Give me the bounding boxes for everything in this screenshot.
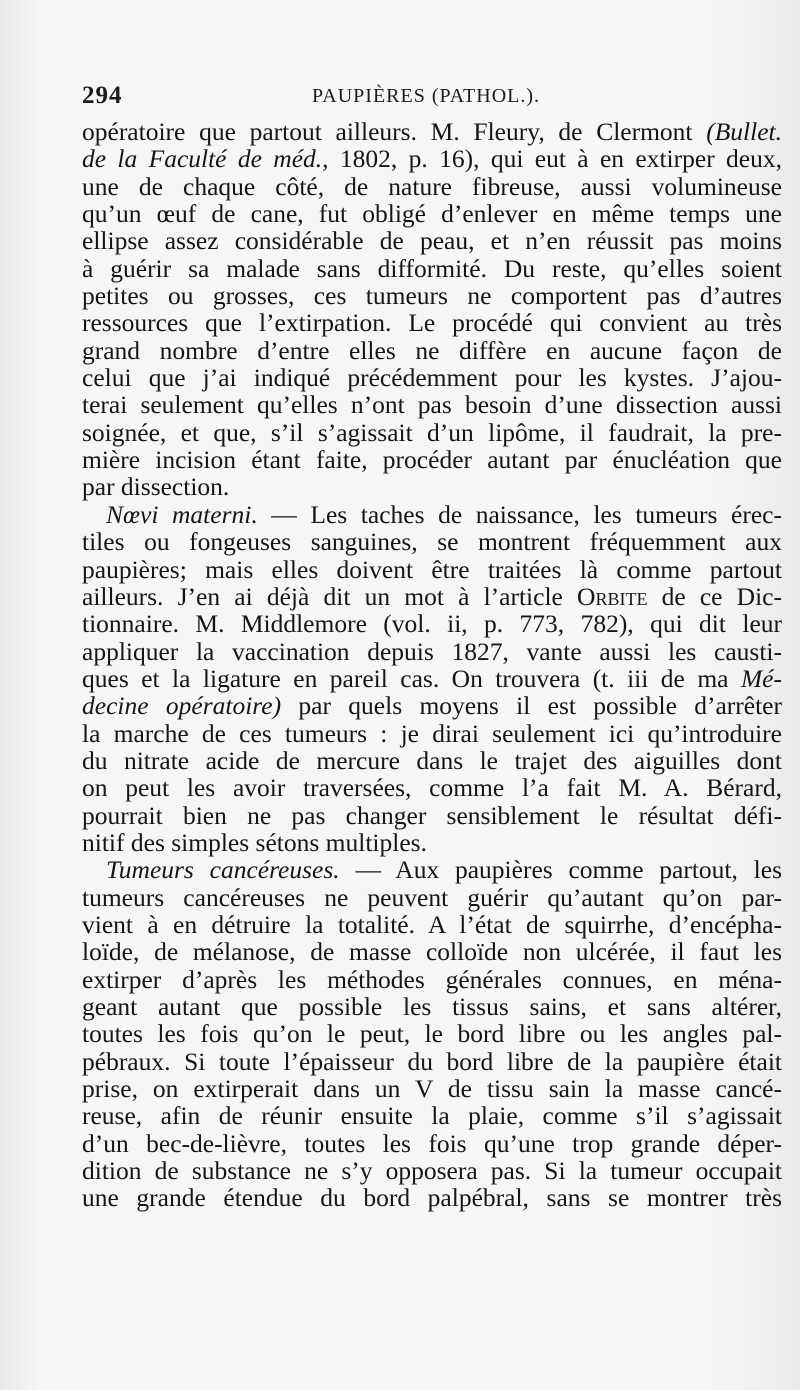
text-run: nitif des simples sétons multiples. <box>82 827 427 857</box>
text-line <box>82 501 782 528</box>
text-line <box>82 391 782 418</box>
text-run: mière incision étant faite, procéder autant par énucléation que <box>82 445 782 475</box>
text-line <box>82 227 782 254</box>
text-line <box>82 118 782 145</box>
text-line <box>82 473 782 500</box>
text-line <box>82 556 782 583</box>
text-run: petites ou grosses, ces tumeurs ne comportent pas d’autres <box>82 281 782 311</box>
text-run: tionnaire. M. Middlemore (vol. ii, p. 773, 782), qui dit leur <box>82 609 782 639</box>
text-line <box>82 993 782 1020</box>
text-line <box>82 1157 782 1184</box>
text-run: Mé- <box>740 663 782 693</box>
text-line <box>82 364 782 391</box>
text-run: à guérir sa malade sans difformité. Du reste, qu’elles soient <box>82 253 782 283</box>
text-run: dition de substance ne s’y opposera pas. Si la tumeur occupait <box>82 1156 782 1186</box>
text-run: Nœvi materni. <box>106 499 258 529</box>
text-line <box>82 610 782 637</box>
text-line <box>82 309 782 336</box>
text-run: celui que j’ai indiqué précédemment pour les kystes. J’ajou- <box>82 363 782 393</box>
text-run: Tumeurs cancéreuses. <box>106 855 340 885</box>
text-line <box>82 774 782 801</box>
text-run: de ce Dic- <box>647 581 782 611</box>
text-run: appliquer la vaccination depuis 1827, vante aussi les causti- <box>82 636 782 666</box>
text-line <box>82 884 782 911</box>
text-line <box>82 1020 782 1047</box>
text-line <box>82 1075 782 1102</box>
text-line <box>82 1048 782 1075</box>
text-run: pébraux. Si toute l’épaisseur du bord libre de la paupière était <box>82 1046 782 1076</box>
text-line <box>82 145 782 172</box>
text-run: une grande étendue du bord palpébral, sans se montrer très <box>82 1183 782 1213</box>
text-line <box>82 829 782 856</box>
text-line <box>82 938 782 965</box>
text-run: qu’un œuf de cane, fut obligé d’enlever en même temps une <box>82 199 782 229</box>
page-header <box>82 82 782 116</box>
text-line <box>82 911 782 938</box>
text-run: geant autant que possible les tissus sains, et sans altérer, <box>82 992 782 1021</box>
text-run: opératoire que partout ailleurs. M. Fleury, de Clermont <box>82 117 707 146</box>
text-run: ailleurs. J’en ai déjà dit un mot à l’article <box>82 581 578 611</box>
text-line <box>82 255 782 282</box>
text-run: — Les taches de naissance, les tumeurs érec- <box>257 499 782 529</box>
text-run: tumeurs cancéreuses ne peuvent guérir qu’autant qu’on par- <box>82 882 782 912</box>
text-run: reuse, afin de réunir ensuite la plaie, comme s’il s’agissait <box>82 1101 782 1131</box>
text-run: une de chaque côté, de nature fibreuse, aussi volumineuse <box>82 171 782 201</box>
text-run: toutes les fois qu’on le peut, le bord libre ou les angles pal- <box>82 1019 782 1049</box>
text-line <box>82 692 782 719</box>
text-run: tiles ou fongeuses sanguines, se montrent fréquemment aux <box>82 527 782 557</box>
text-run: Orbite <box>577 581 648 611</box>
text-run: , 1802, p. 16), qui eut à en extirper deux, <box>322 144 782 174</box>
text-run: on peut les avoir traversées, comme l’a fait M. A. Bérard, <box>82 773 782 803</box>
text-run: la marche de ces tumeurs : je dirai seulement ici qu’introduire <box>82 718 782 748</box>
text-run: vient à en détruire la totalité. A l’état de squirrhe, d’encépha- <box>82 909 782 939</box>
text-line <box>82 747 782 774</box>
text-run: prise, on extirperait dans un V de tissu sain la masse cancé- <box>82 1074 782 1104</box>
text-run: extirper d’après les méthodes générales connues, en ména- <box>82 964 782 994</box>
text-line <box>82 337 782 364</box>
body-text <box>82 118 782 1212</box>
text-run: du nitrate acide de mercure dans le trajet des aiguilles dont <box>82 745 782 775</box>
text-line <box>82 720 782 747</box>
text-line <box>82 419 782 446</box>
text-line <box>82 966 782 993</box>
text-run: decine opératoire) <box>82 691 282 721</box>
text-run: pourrait bien ne pas changer sensiblement le résultat défi- <box>82 800 782 830</box>
text-line <box>82 638 782 665</box>
text-run: loïde, de mélanose, de masse colloïde non ulcérée, il faut les <box>82 937 782 967</box>
text-run: paupières; mais elles doivent être traitées là comme partout <box>82 554 782 584</box>
text-line <box>82 1130 782 1157</box>
text-line <box>82 802 782 829</box>
text-line <box>82 583 782 610</box>
text-line <box>82 446 782 473</box>
running-head: PAUPIÈRES (PATHOL.). <box>312 85 541 107</box>
text-run: grand nombre d’entre elles ne diffère en aucune façon de <box>82 335 782 365</box>
text-line <box>82 282 782 309</box>
text-line <box>82 856 782 883</box>
text-line <box>82 200 782 227</box>
text-line <box>82 665 782 692</box>
text-run: soignée, et que, s’il s’agissait d’un lipôme, il faudrait, la pre- <box>82 417 782 447</box>
text-run: terai seulement qu’elles n’ont pas besoin d’une dissection aussi <box>82 390 782 420</box>
text-run: (Bullet. <box>706 117 782 146</box>
text-line <box>82 173 782 200</box>
text-run: d’un bec-de-lièvre, toutes les fois qu’une trop grande déper- <box>82 1128 782 1158</box>
page-number: 294 <box>82 82 123 109</box>
text-run: — Aux paupières comme partout, les <box>339 855 782 885</box>
text-run: ques et la ligature en pareil cas. On trouvera (t. iii de ma <box>82 663 741 693</box>
text-run: par dissection. <box>82 472 230 502</box>
text-run: ellipse assez considérable de peau, et n’en réussit pas moins <box>82 226 782 256</box>
text-run: par quels moyens il est possible d’arrêter <box>281 691 782 721</box>
text-run: ressources que l’extirpation. Le procédé qui convient au très <box>82 308 782 338</box>
text-line <box>82 1102 782 1129</box>
text-line <box>82 1184 782 1211</box>
text-line <box>82 528 782 555</box>
text-run: de la Faculté de méd. <box>82 144 323 174</box>
